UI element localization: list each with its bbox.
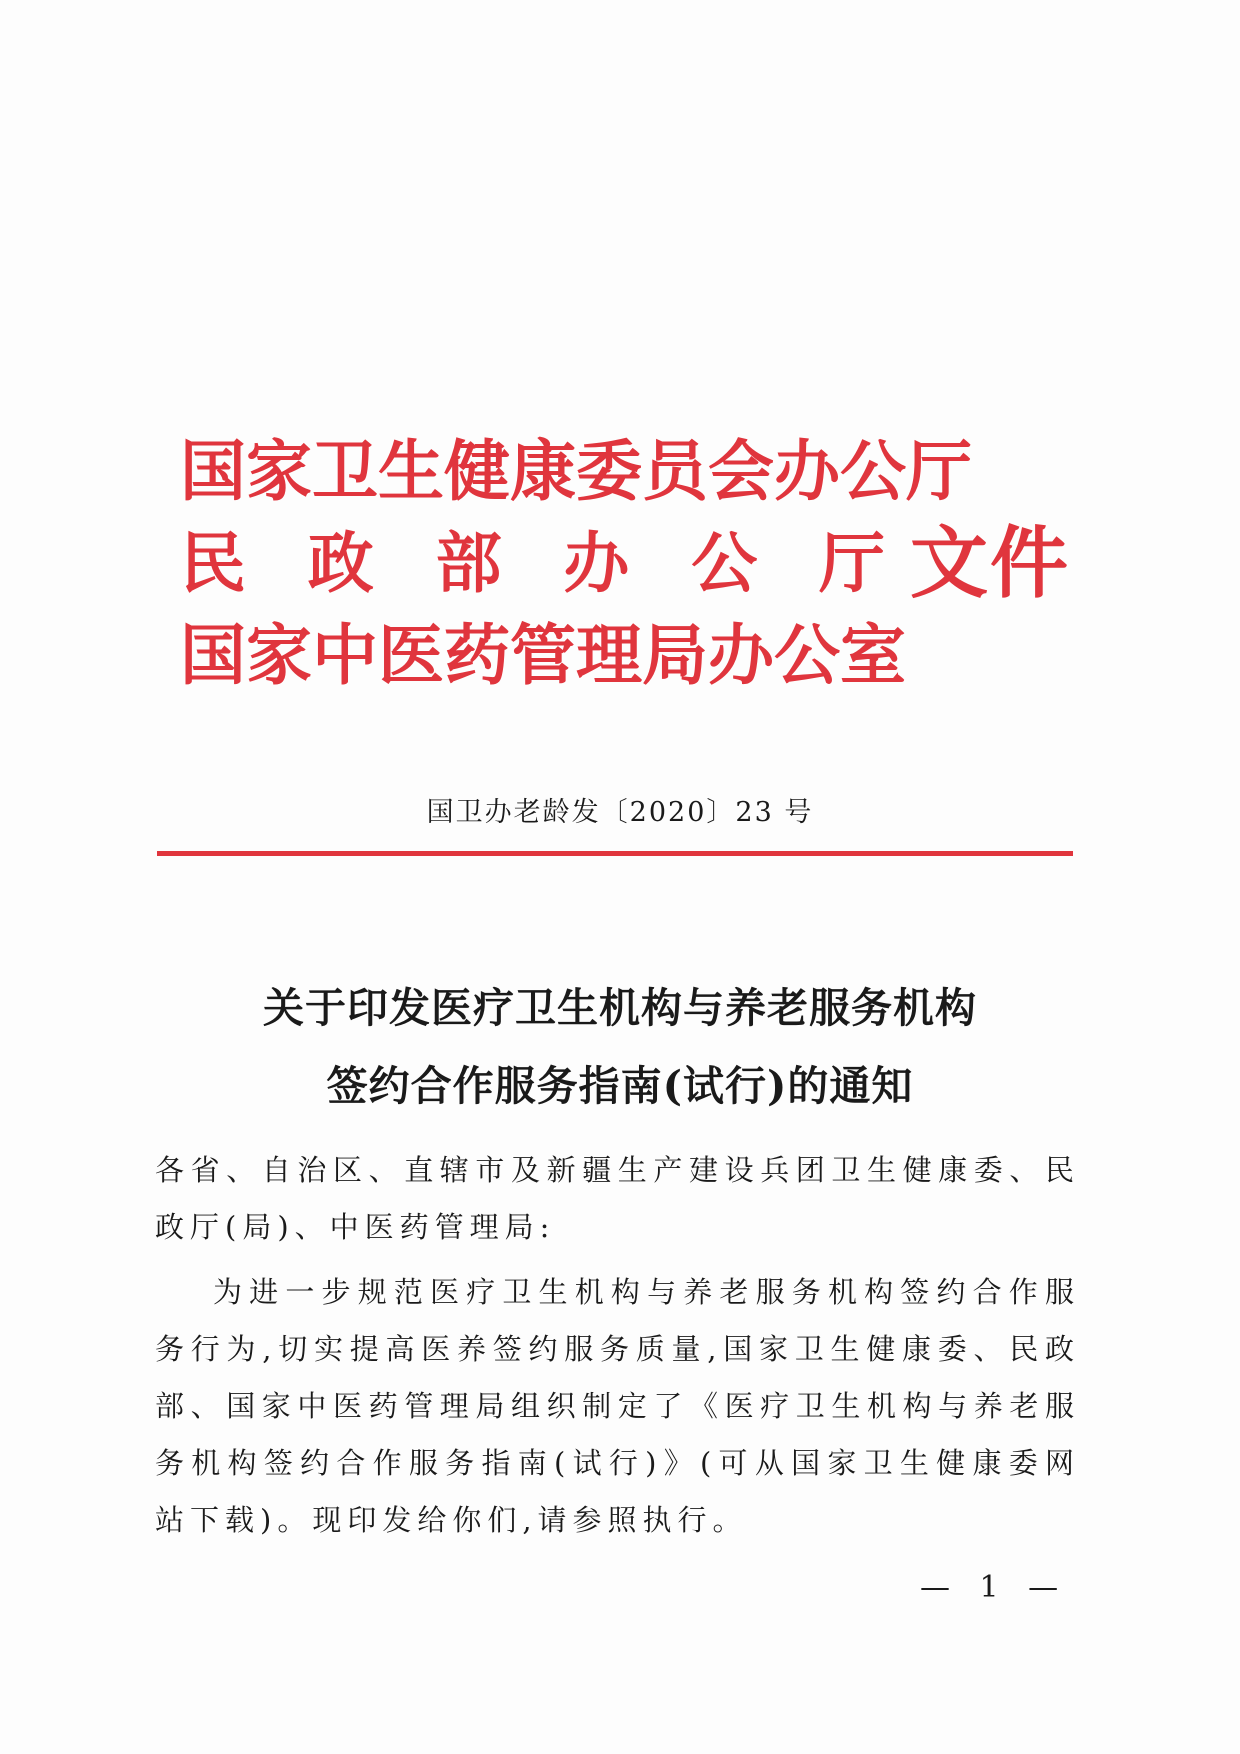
header-char: 药 bbox=[444, 615, 510, 694]
header-char: 室 bbox=[840, 615, 906, 694]
header-char: 健 bbox=[444, 431, 510, 510]
header-char: 医 bbox=[378, 615, 444, 694]
header-char: 家 bbox=[246, 431, 312, 510]
header-char: 厅 bbox=[906, 431, 972, 510]
page-number: — 1 — bbox=[920, 1570, 1069, 1605]
header-char: 办 bbox=[563, 523, 630, 602]
header-char: 国 bbox=[180, 431, 246, 510]
red-divider-line bbox=[157, 851, 1073, 856]
header-char: 厅 bbox=[818, 523, 885, 602]
header-char: 中 bbox=[312, 615, 378, 694]
header-char: 卫 bbox=[312, 431, 378, 510]
header-document-suffix: 文件 bbox=[910, 518, 1071, 609]
body-paragraph: 为进一步规范医疗卫生机构与养老服务机构签约合作服务行为,切实提高医养签约服务质量,国家卫生健康委、民政部、国家中医药管理局组织制定了《医疗卫生机构与养老服务机构签约合作服务指南(试行)》(可从国家卫生健康委网站下载)。现印发给你们,请参照执行。 bbox=[155, 1275, 1080, 1537]
header-char: 会 bbox=[708, 431, 774, 510]
header-char: 管 bbox=[510, 615, 576, 694]
header-char: 局 bbox=[642, 615, 708, 694]
header-char: 公 bbox=[691, 523, 758, 602]
header-char: 员 bbox=[642, 431, 708, 510]
header-char: 办 bbox=[708, 615, 774, 694]
header-char: 公 bbox=[774, 615, 840, 694]
header-char: 委 bbox=[576, 431, 642, 510]
header-line-health-commission bbox=[180, 425, 972, 510]
header-line-civil-affairs bbox=[180, 517, 1071, 609]
document-title-line-2: 签约合作服务指南(试行)的通知 bbox=[326, 1062, 914, 1110]
header-char: 国 bbox=[180, 615, 246, 694]
document-title-line-1: 关于印发医疗卫生机构与养老服务机构 bbox=[263, 984, 977, 1032]
header-char: 民 bbox=[180, 523, 246, 602]
header-char: 部 bbox=[435, 523, 502, 602]
header-char: 理 bbox=[576, 615, 642, 694]
header-char: 办 bbox=[774, 431, 840, 510]
header-line-civil-affairs-chars bbox=[180, 510, 885, 605]
header-char: 政 bbox=[307, 523, 374, 602]
header-char: 公 bbox=[840, 431, 906, 510]
header-char: 家 bbox=[246, 615, 312, 694]
document-number: 国卫办老龄发〔2020〕23 号 bbox=[426, 797, 814, 828]
salutation: 各省、自治区、直辖市及新疆生产建设兵团卫生健康委、民政厅(局)、中医药管理局: bbox=[155, 1153, 1080, 1244]
header-line-tcm-administration bbox=[180, 609, 906, 694]
header-char: 康 bbox=[510, 431, 576, 510]
header-char: 生 bbox=[378, 431, 444, 510]
